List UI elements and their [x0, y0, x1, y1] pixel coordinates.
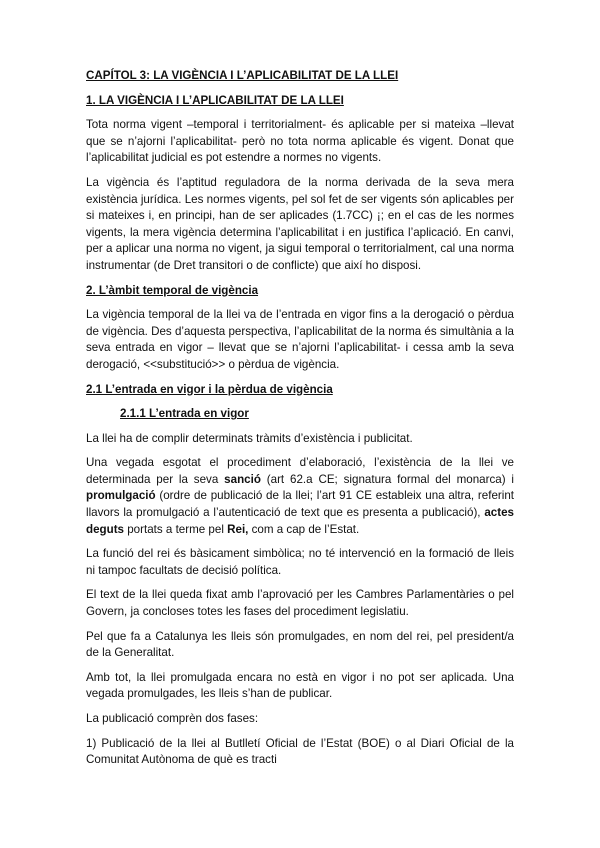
section-heading-1: 1. LA VIGÈNCIA I L’APLICABILITAT DE LA LLEI — [86, 93, 344, 107]
section-heading-2: 2. L’àmbit temporal de vigència — [86, 283, 259, 297]
text-run: (ordre de publicació de la llei; l’art 91 CE estableix una altra, referint llavors la promulgació a l’autenticació de text que es presenta a publicació), — [86, 489, 514, 520]
paragraph: La vigència és l’aptitud reguladora de la norma derivada de la seva mera existència jurídica. Les normes vigents, pel sol fet de ser vigents són aplicables per si mateixes i, en principi, han de ser aplicades (1.7CC) ¡; en el cas de les normes vigents, la mera vigència determina l’aplicabilitat i en justifica l’aplicació. En canvi, per a aplicar una norma no vigent, ja sigui temporal o territorialment, cal una norma instrumentar (de Dret transitori o de conflicte) que així ho disposi. — [86, 175, 514, 272]
section-heading-2-1: 2.1 L’entrada en vigor i la pèrdua de vigència — [86, 382, 333, 396]
bold-term-rei: Rei, — [227, 522, 249, 536]
paragraph: Amb tot, la llei promulgada encara no està en vigor i no pot ser aplicada. Una vegada promulgades, les lleis s’han de publicar. — [86, 670, 514, 701]
text-run: Una vegada esgotat el procediment d’elaboració, l’existència de la llei ve determinada per la seva — [86, 456, 514, 486]
paragraph: La llei ha de complir determinats tràmits d’existència i publicitat. — [86, 431, 413, 445]
paragraph: 1) Publicació de la llei al Butlletí Oficial de l’Estat (BOE) o al Diari Oficial de la Comunitat Autònoma de què es tracti — [86, 736, 514, 767]
paragraph: El text de la llei queda fixat amb l’aprovació per les Cambres Parlamentàries o pel Govern, ja concloses totes les fases del procediment legislatiu. — [86, 588, 514, 619]
paragraph: La publicació comprèn dos fases: — [86, 712, 259, 725]
bold-term-promulgacio: promulgació — [86, 489, 156, 503]
bold-term-actes-deguts: actes deguts — [86, 506, 514, 536]
paragraph — [86, 455, 514, 538]
document-page — [86, 68, 514, 769]
paragraph: La funció del rei és bàsicament simbòlica; no té intervenció en la formació de lleis ni tampoc facultats de decisió política. — [86, 547, 514, 577]
subsection-heading-2-1-1: 2.1.1 L’entrada en vigor — [120, 407, 249, 421]
chapter-title: CAPÍTOL 3: LA VIGÈNCIA I L’APLICABILITAT DE LA LLEI — [86, 69, 399, 82]
paragraph: Tota norma vigent –temporal i territorialment- és aplicable per si mateixa –llevat que se n’ajorni l’aplicabilitat- però no tota norma aplicable és vigent. Donat que l’aplicabilitat judicial es pot estendre a normes no vigents. — [86, 118, 514, 165]
text-run: portats a terme pel — [124, 522, 228, 536]
text-run: (art 62.a CE; signatura formal del monarca) i — [260, 472, 514, 486]
paragraph: Pel que fa a Catalunya les lleis són promulgades, en nom del rei, pel president/a de la Generalitat. — [86, 629, 514, 660]
bold-term-sancio: sanció — [224, 472, 261, 486]
paragraph: La vigència temporal de la llei va de l’entrada en vigor fins a la derogació o pèrdua de vigència. Des d’aquesta perspectiva, l’aplicabilitat de la norma és simultània a la seva entrada en vigor – llevat que se n’ajorni l’aplicabilitat- i cessa amb la seva derogació, <<substitució>> o pèrdua de vigència. — [86, 308, 514, 371]
text-run: com a cap de l’Estat. — [248, 522, 360, 536]
